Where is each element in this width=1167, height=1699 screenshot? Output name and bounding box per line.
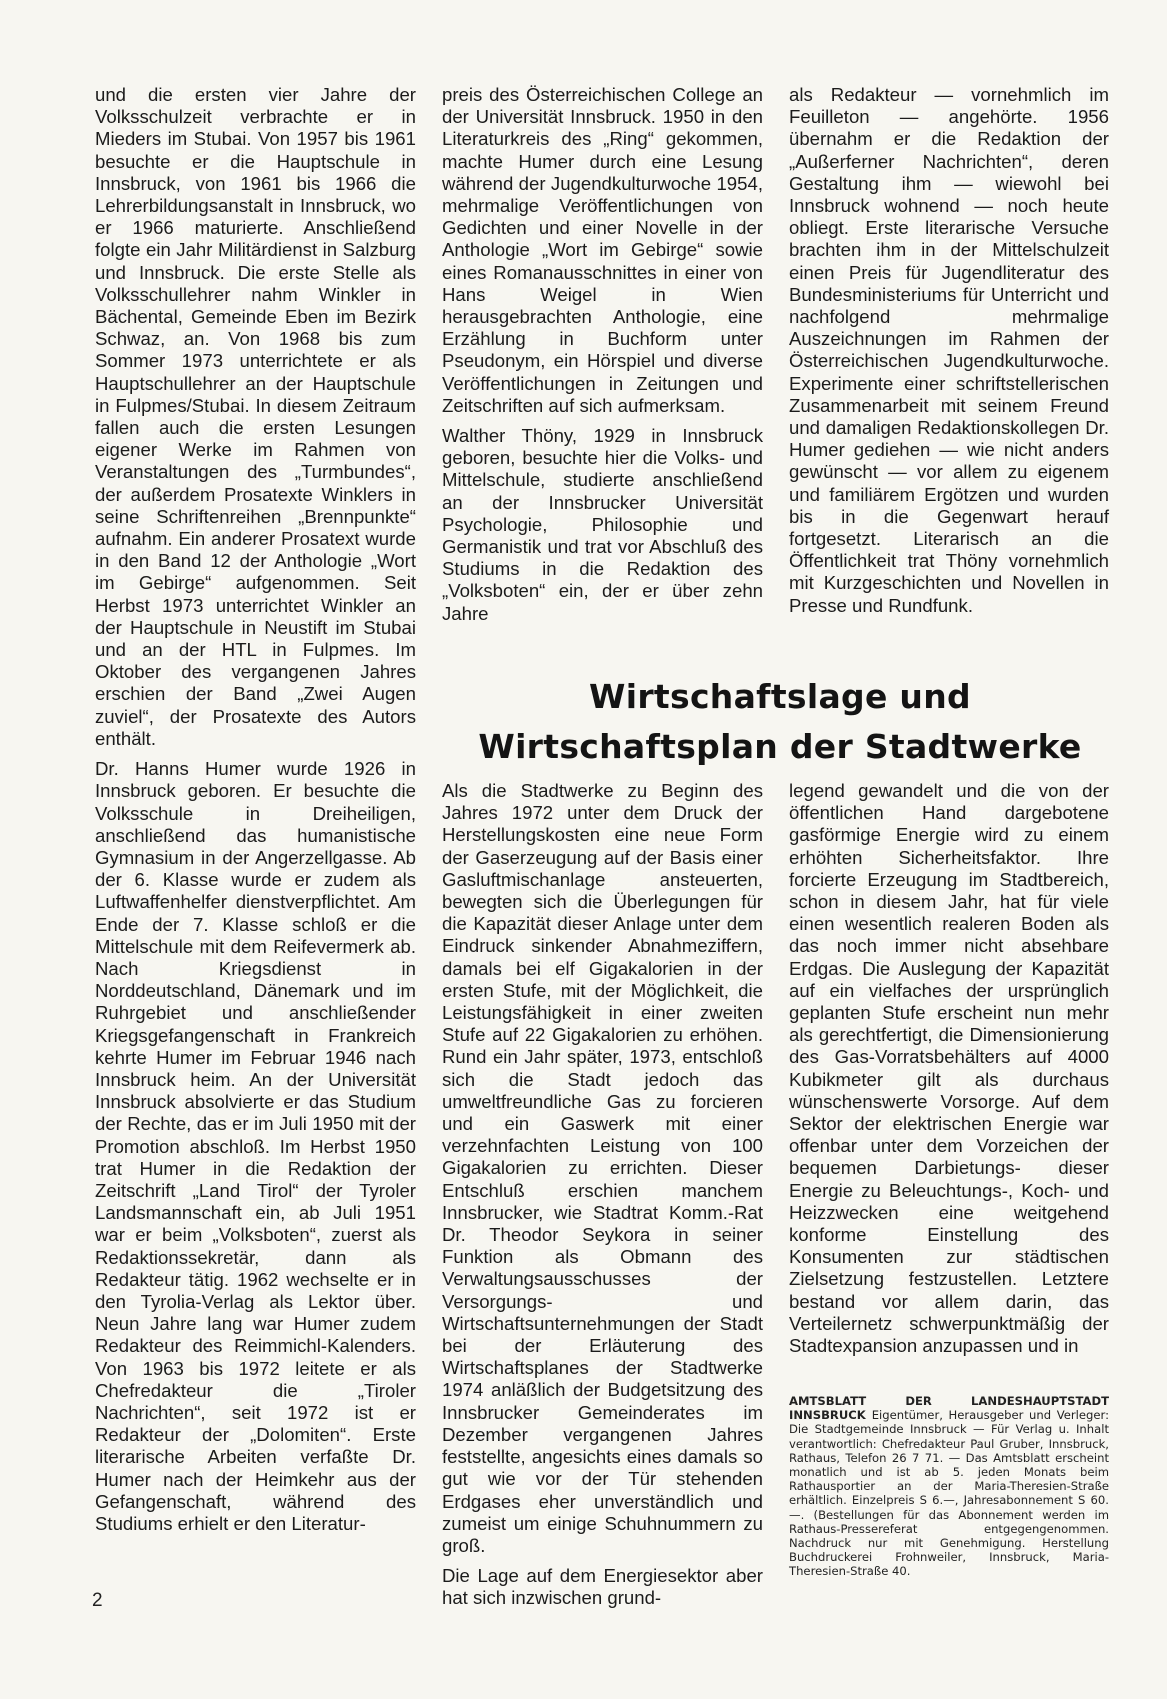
headline-line-1: Wirtschaftslage und (589, 677, 971, 716)
imprint-title: AMTSBLATT DER LANDESHAUPTSTADT INNSBRUCK (789, 1394, 1109, 1423)
paragraph-gaswerk: Als die Stadtwerke zu Beginn des Jahres 1972 unter dem Druck der Herstellungskosten eine neue Form der Gaserzeugung auf der Basis einer Gasluftmischanlage ansteuerten, bewegten sich die Überlegungen für die Kapazität dieser Anlage unter dem Eindruck sinkender Abnahmeziffern, damals bei elf Gigakalorien in der ersten Stufe, mit der Möglichkeit, die Leistungsfähigkeit in einer zweiten Stufe auf 22 Gigakalorien zu erhöhen. Rund ein Jahr später, 1973, entschloß sich die Stadt jedoch das umweltfreundliche Gas zu forcieren und ein Gaswerk mit einer verzehnfachten Leistung von 100 Gigakalorien zu errichten. Dieser Entschluß erschien manchem Innsbrucker, wie Stadtrat Komm.-Rat Dr. Theodor Seykora in seiner Funktion als Obmann des Verwaltungsausschusses der Versorgungs- und Wirtschaftsunternehmungen der Stadt bei der Erläuterung des Wirtschaftsplanes der Stadtwerke 1974 anläßlich der Budgetsitzung des Innsbrucker Gemeinderates im Dezember vergangenen Jahres feststellte, angesichts eines damals so gut wie vor der Tür stehenden Erdgases eher unverständlich und zumeist um einige Schuhnummern zu groß. (442, 780, 763, 1556)
article-headline (440, 672, 1120, 772)
article-column-2 (442, 84, 763, 624)
paragraph-winkler-bio: und die ersten vier Jahre der Volksschulzeit verbrachte er in Mieders im Stubai. Von 1957 bis 1961 besuchte er die Hauptschule in Innsbruck, von 1961 bis 1966 die Lehrerbildungsanstalt in Innsbruck, wo er 1966 maturierte. Anschließend folgte ein Jahr Militärdienst in Salzburg und Innsbruck. Die erste Stelle als Volksschullehrer nahm Winkler in Bächental, Gemeinde Eben im Bezirk Schwaz, an. Von 1968 bis zum Sommer 1973 unterrichtete er als Hauptschullehrer an der Hauptschule in Fulpmes/Stubai. In diesem Zeitraum fallen auch die ersten Lesungen eigener Werke im Rahmen von Veranstaltungen des „Turmbundes“, der außerdem Prosatexte Winklers in seine Schriftenreihen „Brennpunkte“ aufnahm. Ein anderer Prosatext wurde in den Band 12 der Anthologie „Wort im Gebirge“ aufgenommen. Seit Herbst 1973 unterrichtet Winkler an der Hauptschule in Neustift im Stubai und an der HTL in Fulpmes. Im Oktober des vergangenen Jahres erschien der Band „Zwei Augen zuviel“, der Prosatexte des Autors enthält. (95, 84, 416, 749)
paragraph-humer-continued: preis des Österreichischen College an der Universität Innsbruck. 1950 in den Literaturkreis des „Ring“ gekommen, machte Humer durch eine Lesung während der Jugendkulturwoche 1954, mehrmalige Veröffentlichungen von Gedichten und einer Novelle in der Anthologie „Wort im Gebirge“ sowie eines Romanausschnittes in einer von Hans Weigel in Wien herausgebrachten Anthologie, eine Erzählung in Buchform unter Pseudonym, ein Hörspiel und diverse Veröffentlichungen in Zeitungen und Zeitschriften auf sich aufmerksam. (442, 84, 763, 416)
imprint-text: Eigentümer, Herausgeber und Verleger: Die Stadtgemeinde Innsbruck — Für Verlag u. Inhalt verantwortlich: Chefredakteur Paul Gruber, Innsbruck, Rathaus, Telefon 26 7 71. — Das Amtsblatt erscheint monatlich und ist ab 5. jeden Monats beim Rathausportier an der Maria-Theresien-Straße erhältlich. Einzelpreis S 6.—, Jahresabonnement S 60.—. (Bestellungen für das Abonnement werden im Rathaus-Pressereferat entgegengenommen. Nachdruck nur mit Genehmigung. Herstellung Buchdruckerei Frohnweiler, Innsbruck, Maria-Theresien-Straße 40. (789, 1408, 1109, 1579)
paragraph-humer-bio: Dr. Hanns Humer wurde 1926 in Innsbruck geboren. Er besuchte die Volksschule in Dreiheiligen, anschließend das humanistische Gymnasium in der Angerzellgasse. Ab der 6. Klasse wurde er zudem als Luftwaffenhelfer dienstverpflichtet. Am Ende der 7. Klasse schloß er die Mittelschule mit dem Reifevermerk ab. Nach Kriegsdienst in Norddeutschland, Dänemark und im Ruhrgebiet und anschließender Kriegsgefangenschaft in Frankreich kehrte Humer im Februar 1946 nach Innsbruck heim. An der Universität Innsbruck absolvierte er das Studium der Rechte, das er im Juli 1950 mit der Promotion abschloß. Im Herbst 1950 trat Humer in die Redaktion der Zeitschrift „Land Tirol“ der Tyroler Landsmannschaft ein, ab Juli 1951 war er beim „Volksboten“, zuerst als Redaktionssekretär, dann als Redakteur tätig. 1962 wechselte er in den Tyrolia-Verlag als Lektor über. Neun Jahre lang war Humer zudem Redakteur des Reimmichl-Kalenders. Von 1963 bis 1972 leitete er als Chefredakteur die „Tiroler Nachrichten“, seit 1972 ist er Redakteur der „Dolomiten“. Erste literarische Arbeiten verfaßte Dr. Humer nach der Heimkehr aus der Gefangenschaft, während des Studiums erhielt er den Literatur- (95, 758, 416, 1534)
article-column-1 (95, 84, 416, 1604)
stadtwerke-column-1 (442, 780, 763, 1609)
stadtwerke-column-2 (789, 780, 1109, 1357)
headline-line-2: Wirtschaftsplan der Stadtwerke (478, 727, 1082, 766)
imprint-box (789, 1394, 1109, 1579)
page-number: 2 (92, 1590, 103, 1611)
paragraph-thoeny-continued: als Redakteur — vornehmlich im Feuilleton — angehörte. 1956 übernahm er die Redaktion der „Außerferner Nachrichten“, deren Gestaltung ihm — wiewohl bei Innsbruck wohnend — noch heute obliegt. Erste literarische Versuche brachten ihm in der Mittelschulzeit einen Preis für Jugendliteratur des Bundesministeriums für Unterricht und nachfolgend mehrmalige Auszeichnungen im Rahmen der Österreichischen Jugendkulturwoche. Experimente einer schriftstellerischen Zusammenarbeit mit seinem Freund und damaligen Redaktionskollegen Dr. Humer gediehen — wie nicht anders gewünscht — vor allem zu eigenem und familiärem Ergötzen und wurden bis in die Gegenwart herauf fortgesetzt. Literarisch an die Öffentlichkeit trat Thöny vornehmlich mit Kurzgeschichten und Novellen in Presse und Rundfunk. (789, 84, 1109, 616)
paragraph-energiesektor: Die Lage auf dem Energiesektor aber hat sich inzwischen grund- (442, 1565, 763, 1609)
paragraph-thoeny-bio: Walther Thöny, 1929 in Innsbruck geboren, besuchte hier die Volks- und Mittelschule, studierte anschließend an der Innsbrucker Universität Psychologie, Philosophie und Germanistik und trat vor Abschluß des Studiums in die Redaktion des „Volksboten“ ein, der er über zehn Jahre (442, 425, 763, 624)
paragraph-energie-continued: legend gewandelt und die von der öffentlichen Hand dargebotene gasförmige Energie wird zu einem erhöhten Sicherheitsfaktor. Ihre forcierte Erzeugung im Stadtbereich, schon in diesem Jahr, hat für viele einen wesentlich realeren Boden als das noch immer nicht absehbare Erdgas. Die Auslegung der Kapazität auf ein vielfaches der ursprünglich geplanten Stufe erscheint nun mehr als gerechtfertigt, die Dimensionierung des Gas-Vorratsbehälters auf 4000 Kubikmeter gilt als durchaus wünschenswerte Vorsorge. Auf dem Sektor der elektrischen Energie war offenbar unter dem Vorzeichen der bequemen Darbietungs- dieser Energie zu Beleuchtungs-, Koch- und Heizzwecken eine weitgehend konforme Einstellung des Konsumenten zur städtischen Zielsetzung festzustellen. Letztere bestand vor allem darin, das Verteilernetz schwerpunktmäßig der Stadtexpansion anzupassen und in (789, 780, 1109, 1357)
article-column-3 (789, 84, 1109, 624)
